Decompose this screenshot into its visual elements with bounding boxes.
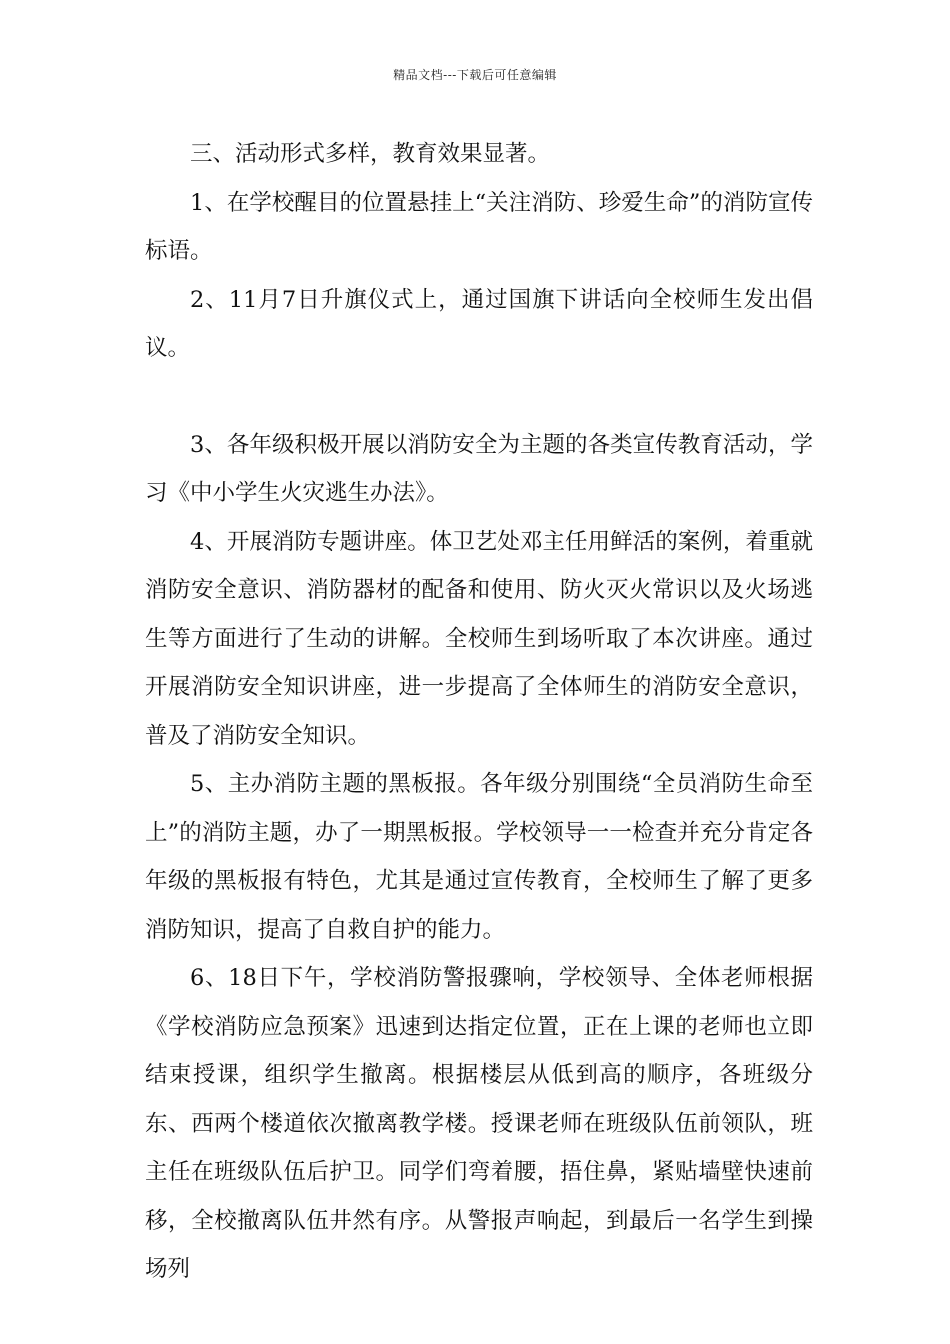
paragraph-5: 5、主办消防主题的黑板报。各年级分别围绕“全员消防生命至上”的消防主题，办了一期黑板报。学校领导一一检查并充分肯定各年级的黑板报有特色，尤其是通过宣传教育，全校师生了解了更多消防知识，提高了自救自护的能力。 xyxy=(145,771,813,943)
paragraph-1: 1、在学校醒目的位置悬挂上“关注消防、珍爱生命”的消防宣传标语。 xyxy=(145,189,813,264)
paragraph-4: 4、开展消防专题讲座。体卫艺处邓主任用鲜活的案例，着重就消防安全意识、消防器材的配备和使用、防火灭火常识以及火场逃生等方面进行了生动的讲解。全校师生到场听取了本次讲座。通过开展消防安全知识讲座，进一步提高了全体师生的消防安全意识，普及了消防安全知识。 xyxy=(145,528,813,749)
paragraph-3: 3、各年级积极开展以消防安全为主题的各类宣传教育活动，学习《中小学生火灾逃生办法》。 xyxy=(145,431,813,506)
document-body xyxy=(145,130,813,1294)
paragraph-2: 2、11月7日升旗仪式上，通过国旗下讲话向全校师生发出倡议。 xyxy=(145,286,813,361)
page-header: 精品文档---下载后可任意编辑 xyxy=(393,68,557,82)
paragraph-6: 6、18日下午，学校消防警报骤响，学校领导、全体老师根据《学校消防应急预案》迅速到达指定位置，正在上课的老师也立即结束授课，组织学生撤离。根据楼层从低到高的顺序，各班级分东、西两个楼道依次撤离教学楼。授课老师在班级队伍前领队，班主任在班级队伍后护卫。同学们弯着腰，捂住鼻，紧贴墙壁快速前移，全校撤离队伍井然有序。从警报声响起，到最后一名学生到操场列 xyxy=(145,965,813,1282)
section-heading: 三、活动形式多样，教育效果显著。 xyxy=(190,141,551,167)
blank-line xyxy=(145,373,813,421)
